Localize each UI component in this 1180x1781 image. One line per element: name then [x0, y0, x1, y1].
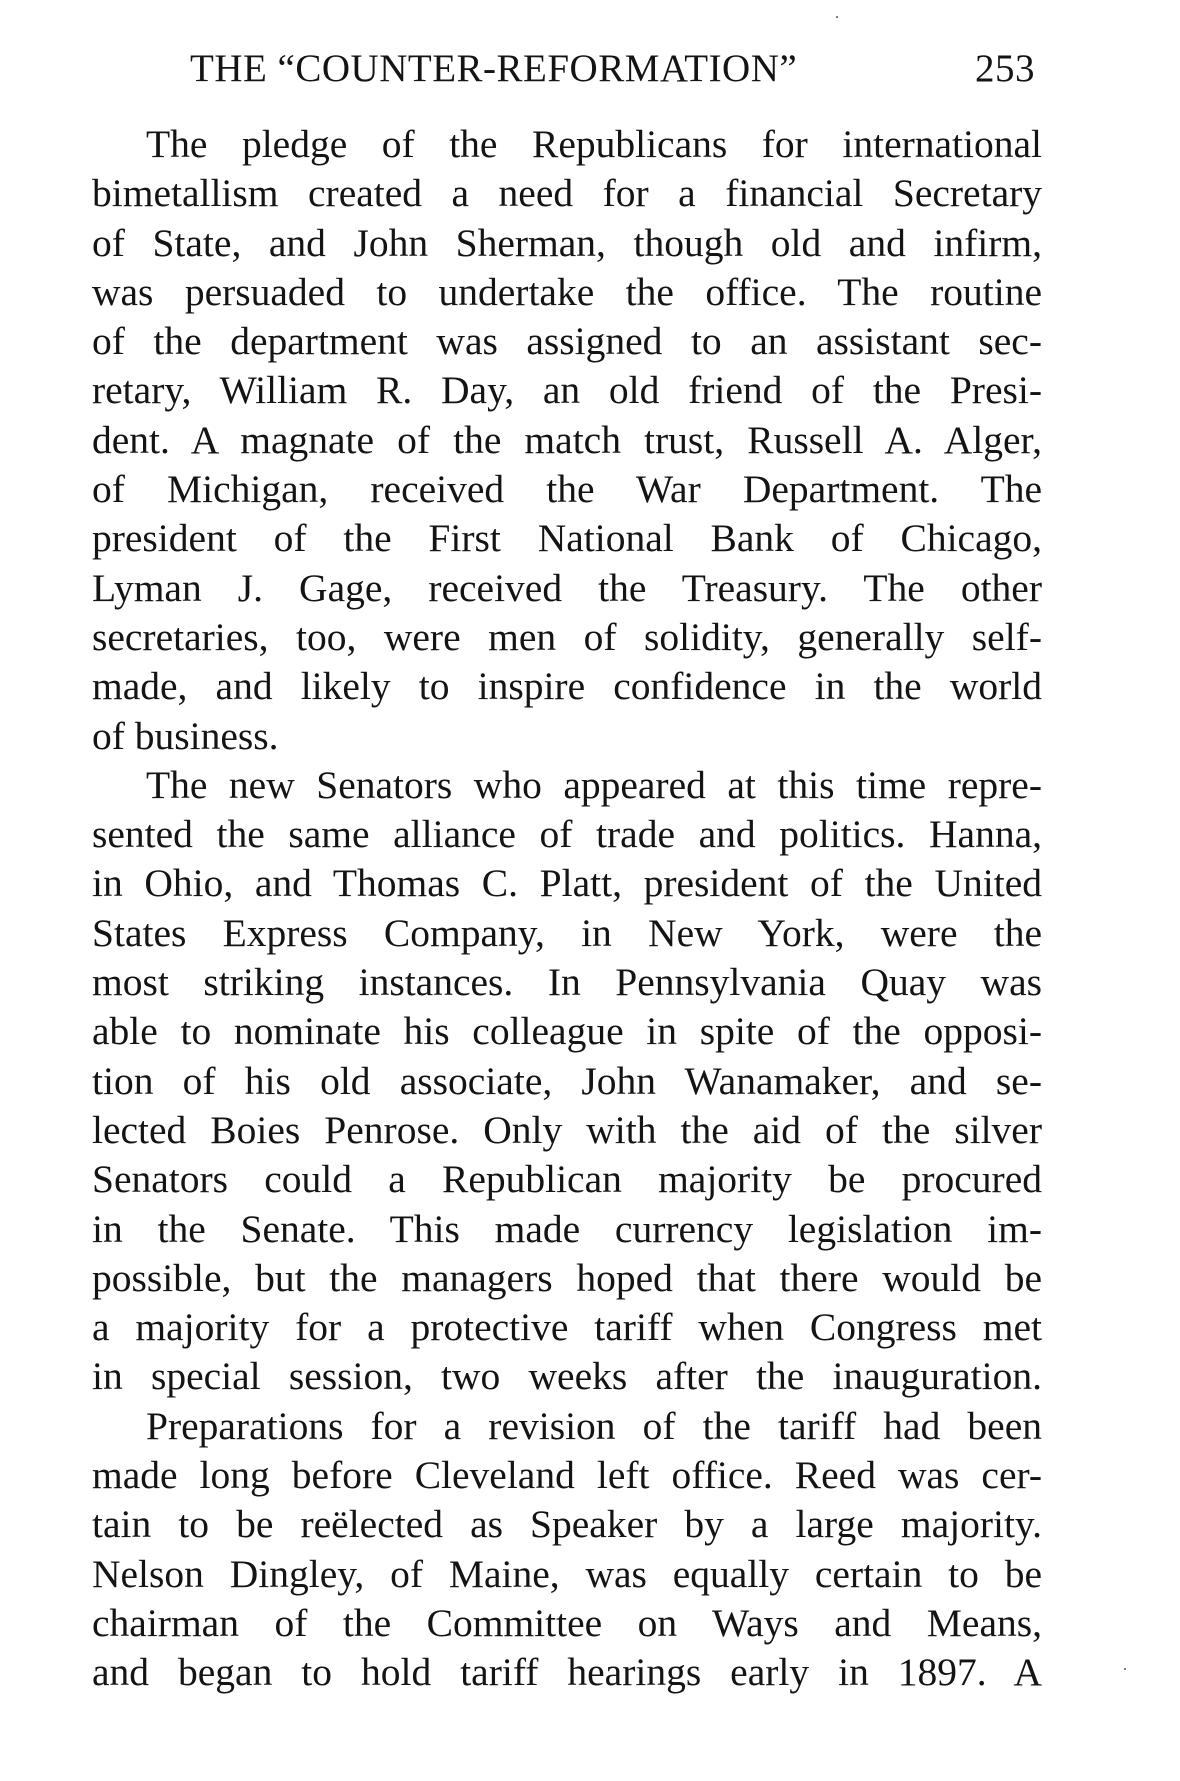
text-line: Preparations for a revision of the tariff had been [146, 1403, 1042, 1448]
text-line: president of the First National Bank of Chicago, [92, 516, 1042, 561]
text-line: Nelson Dingley, of Maine, was equally certain to be [92, 1551, 1042, 1596]
text-line: in Ohio, and Thomas C. Platt, president of the United [92, 861, 1042, 906]
text-line: The pledge of the Republicans for international [146, 122, 1042, 166]
text-line: dent. A magnate of the match trust, Russell A. Alger, [92, 417, 1042, 462]
paragraph [92, 761, 1042, 1402]
paragraph [92, 120, 1042, 761]
text-line: made long before Cleveland left office. Reed was cer- [92, 1453, 1042, 1498]
text-line: made, and likely to inspire confidence in the world [92, 664, 1042, 709]
text-line: Senators could a Republican majority be procured [92, 1157, 1042, 1202]
running-head [190, 46, 1035, 96]
text-line: tion of his old associate, John Wanamaker, and se- [92, 1058, 1042, 1103]
text-line: chairman of the Committee on Ways and Means, [92, 1600, 1042, 1645]
text-line: of the department was assigned to an assistant sec- [92, 319, 1042, 364]
text-line: in the Senate. This made currency legislation im- [92, 1206, 1042, 1251]
text-line: retary, William R. Day, an old friend of the Presi- [92, 368, 1042, 413]
chapter-title: THE “COUNTER-REFORMATION” [190, 47, 798, 90]
page-number: 253 [975, 47, 1035, 90]
text-line: tain to be reëlected as Speaker by a large majority. [92, 1502, 1042, 1547]
text-line: bimetallism created a need for a financial Secretary [92, 171, 1042, 216]
text-line: was persuaded to undertake the office. The routine [92, 269, 1042, 314]
text-line: lected Boies Penrose. Only with the aid of the silver [92, 1107, 1042, 1152]
text-line: in special session, two weeks after the inauguration. [92, 1354, 1042, 1399]
text-line: possible, but the managers hoped that there would be [92, 1255, 1042, 1300]
body-text [92, 120, 1042, 1698]
text-line: of State, and John Sherman, though old and infirm, [92, 220, 1042, 265]
text-line: States Express Company, in New York, were the [92, 910, 1042, 955]
print-speck [1124, 1668, 1126, 1670]
paragraph [92, 1402, 1042, 1698]
text-line: a majority for a protective tariff when Congress met [92, 1305, 1042, 1350]
text-line: The new Senators who appeared at this time repre- [146, 762, 1042, 807]
text-line: able to nominate his colleague in spite of the opposi- [92, 1009, 1042, 1054]
text-line: secretaries, too, were men of solidity, generally self- [92, 614, 1042, 659]
text-line: Lyman J. Gage, received the Treasury. The other [92, 565, 1042, 610]
text-line: of business. [92, 713, 279, 758]
text-line: sented the same alliance of trade and politics. Hanna, [92, 812, 1042, 857]
text-line: of Michigan, received the War Department. The [92, 467, 1042, 512]
text-line: most striking instances. In Pennsylvania Quay was [92, 960, 1042, 1005]
print-speck [836, 16, 838, 18]
text-line: and began to hold tariff hearings early in 1897. A [92, 1650, 1042, 1695]
